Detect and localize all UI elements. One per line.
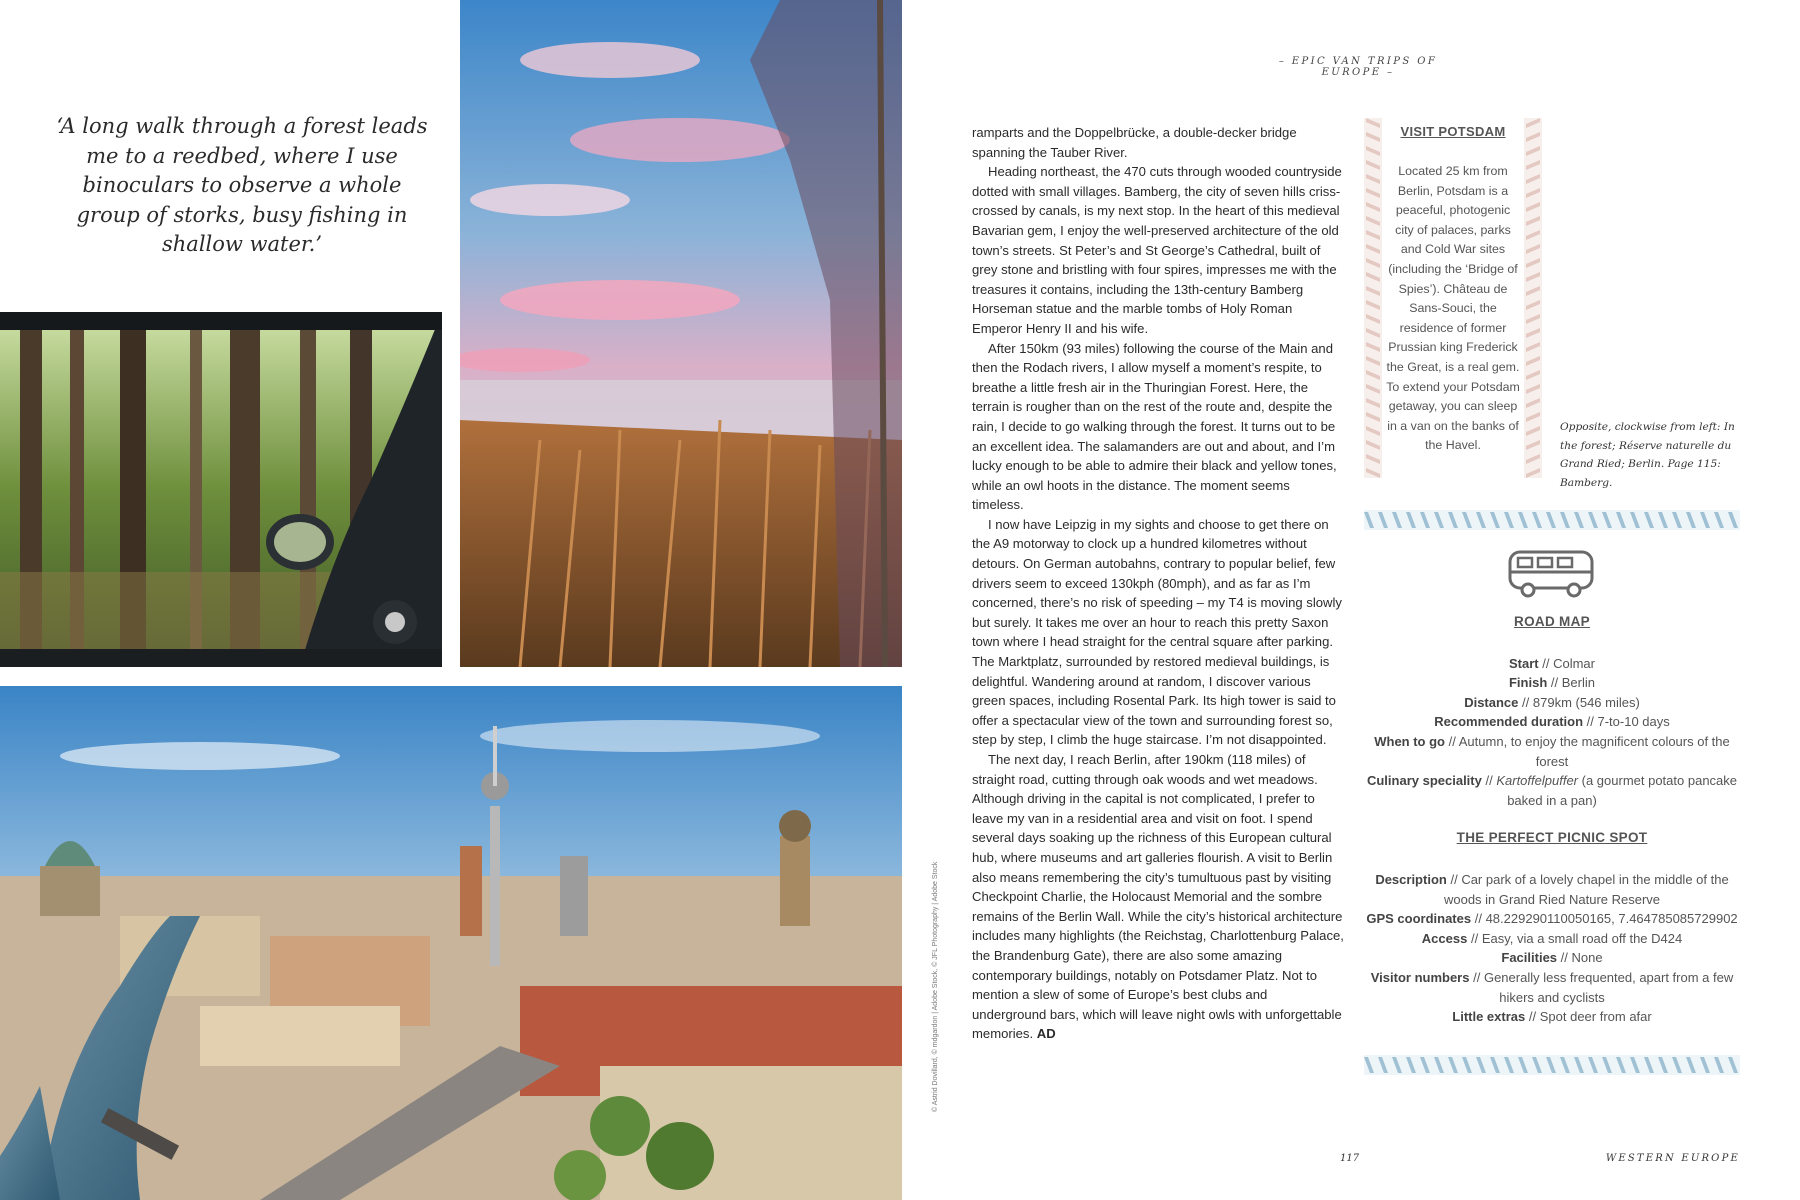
road-map-row-when (1364, 732, 1740, 771)
reeds-photo-art (460, 0, 902, 667)
row-separator: // (1474, 911, 1482, 927)
row-value: Colmar (1553, 655, 1595, 671)
row-label: Description (1375, 871, 1447, 887)
row-separator: // (1470, 930, 1479, 946)
road-map-title: ROAD MAP (1514, 614, 1590, 629)
pull-quote: ‘A long walk through a forest leads me to a reedbed, where I use binoculars to observe a whole group of storks, busy fishing in shallow water.’ (56, 114, 428, 256)
photo-reedbed-misty (460, 0, 902, 667)
photo-berlin-skyline (0, 686, 902, 1200)
row-value: 48.229290110050165, 7.464785085729902 (1485, 911, 1738, 927)
picnic-title: THE PERFECT PICNIC SPOT (1456, 830, 1648, 846)
potsdam-title: VISIT POTSDAM (1400, 124, 1506, 139)
row-label: Start (1508, 655, 1539, 671)
row-value: 879km (546 miles) (1532, 694, 1640, 710)
row-separator: // (1473, 969, 1481, 985)
row-separator: // (1450, 871, 1458, 887)
tyre-tread-rule-icon (1364, 1055, 1740, 1075)
body-paragraph: Heading northeast, the 470 cuts through wooded countryside dotted with small villages. Bamberg, the city of seven hills criss-crossed by canals, is my next stop. In the heart of this medieval Bavarian gem, I enjoy the well-preserved architecture of the old town’s streets. St Peter’s and St George’s Cathedral, built of grey stone and bristling with four spires, impresses me with the treasures it contains, including the 13th-century Bamberg Horseman statue and the marble tombs of Holy Roman Emperor Henry II and his wife. (972, 164, 1342, 336)
body-paragraph-last (972, 750, 1344, 1044)
picnic-row-extras (1364, 1007, 1740, 1027)
picnic-row-visitors (1364, 968, 1740, 1007)
author-signature: AD (1036, 1026, 1056, 1042)
body-paragraph: ramparts and the Doppelbrücke, a double-decker bridge spanning the Tauber River. (972, 125, 1297, 160)
row-value: (a gourmet potato pancake baked in a pan) (1507, 773, 1738, 808)
body-paragraph: I now have Leipzig in my sights and choose to get there on the A9 motorway to clock up a hundred kilometres without detours. On German autobahns, contrary to popular belief, few drivers seem to exceed 130kph (80mph), and as far as I’m concerned, there’s no risk of speeding – my T4 is moving slowly but surely. It takes me over an hour to reach this pretty Saxon town where I head straight for the central square after parking. The Marktplatz, surrounded by restored medieval buildings, is delightful. Wandering around at random, I discover various green spaces, including Rosental Park. Its high tower is said to offer a spectacular view of the town and surrounding forest so, step by step, I climb the huge staircase. I’m not disappointed. (972, 516, 1342, 748)
article-body (972, 123, 1344, 1044)
visit-potsdam-box (1364, 118, 1542, 478)
road-map-row-duration (1364, 712, 1740, 732)
row-value: 7-to-10 days (1597, 714, 1670, 730)
row-value: Autumn, to enjoy the magnificent colours of the forest (1458, 733, 1730, 769)
section-name: WESTERN EUROPE (1605, 1153, 1740, 1164)
body-paragraph: The next day, I reach Berlin, after 190km (118 miles) of straight road, cutting through oak woods and wet meadows. Although driving in the capital is not complicated, I prefer to leave my van in a residential area and visit on foot. I spend several days soaking up the richness of this European cultural hub, where museums and art galleries flourish. A visit to Berlin also means remembering the city’s tumultuous past by visiting Checkpoint Charlie, the Holocaust Memorial and the sombre remains of the Berlin Wall. While the city’s historical architecture includes many highlights (the Reichstag, Charlottenburg Palace, the Brandenburg Gate), there are also some amazing contemporary buildings, notably on Potsdamer Platz. Not to mention a slew of some of Europe’s best clubs and underground bars, which will leave night owls with unforgettable memories. (972, 752, 1344, 1042)
running-head: – EPIC VAN TRIPS OF EUROPE – (1278, 56, 1438, 78)
tyre-tread-border-icon (1524, 118, 1542, 478)
row-separator: // (1448, 733, 1456, 749)
road-map-box (1364, 612, 1740, 1027)
row-label: Facilities (1501, 950, 1558, 966)
photo-credit: © Astrid Dovillard, © mdgardon | Adobe Stock, © JFL Photography | Adobe Stock (932, 861, 939, 1112)
row-value: Generally less frequented, apart from a few hikers and cyclists (1483, 969, 1734, 1005)
row-separator: // (1522, 694, 1530, 710)
picnic-row-access (1364, 929, 1740, 949)
row-separator: // (1485, 773, 1493, 789)
picnic-row-description (1364, 870, 1740, 909)
row-label: When to go (1374, 733, 1445, 749)
row-value: Car park of a lovely chapel in the middle of the woods in Grand Ried Nature Reserve (1443, 871, 1729, 907)
row-label: GPS coordinates (1366, 911, 1472, 927)
row-separator: // (1560, 950, 1568, 966)
tyre-tread-border-icon (1364, 118, 1382, 478)
row-value: Spot deer from afar (1539, 1009, 1652, 1025)
row-label: Recommended duration (1434, 714, 1584, 730)
row-value-italic: Kartoffelpuffer (1496, 773, 1578, 789)
photo-caption: Opposite, clockwise from left: In the forest; Réserve naturelle du Grand Ried; Berlin. Page 115: Bamberg. (1560, 421, 1735, 489)
body-paragraph: After 150km (93 miles) following the course of the Main and then the Rodach rivers, I allow myself a moment’s respite, to breathe a little fresh air in the Thuringian Forest. Here, the terrain is rougher than on the rest of the route and, despite the rain, I decide to go walking through the forest. It turns out to be an excellent idea. The salamanders are out and about, and I’m lucky enough to be able to admire their black and yellow tones, while an owl hoots in the distance. The moment seems timeless. (972, 340, 1337, 513)
row-label: Culinary speciality (1366, 773, 1482, 789)
row-value: None (1571, 950, 1603, 966)
row-label: Little extras (1452, 1009, 1526, 1025)
row-label: Distance (1464, 694, 1519, 710)
page-number: 117 (1340, 1153, 1360, 1164)
row-label: Visitor numbers (1370, 969, 1470, 985)
picnic-row-facilities (1364, 948, 1740, 968)
row-label: Access (1421, 930, 1468, 946)
row-value: Easy, via a small road off the D424 (1481, 930, 1683, 946)
row-value: Berlin (1561, 675, 1595, 691)
row-separator: // (1542, 655, 1550, 671)
camper-van-icon (1506, 548, 1596, 598)
row-separator: // (1586, 714, 1594, 730)
berlin-photo-art (0, 686, 902, 1200)
photo-forest-van-window (0, 312, 442, 667)
potsdam-text: Located 25 km from Berlin, Potsdam is a peaceful, photogenic city of palaces, parks and Cold War sites (including the ‘Bridge of Spies’). Château de Sans-Souci, the residence of former Prussian king Frederick the Great, is a real gem. To extend your Potsdam getaway, you can sleep in a van on the banks of the Havel. (1386, 164, 1520, 453)
row-label: Finish (1508, 675, 1548, 691)
picnic-row-gps (1364, 909, 1740, 929)
row-separator: // (1550, 675, 1559, 691)
tyre-tread-rule-icon (1364, 510, 1740, 530)
road-map-row-finish (1364, 673, 1740, 693)
road-map-row-start (1364, 654, 1740, 674)
row-separator: // (1528, 1009, 1537, 1025)
forest-photo-art (0, 312, 442, 667)
road-map-row-distance (1364, 693, 1740, 713)
road-map-row-culinary (1364, 771, 1740, 810)
